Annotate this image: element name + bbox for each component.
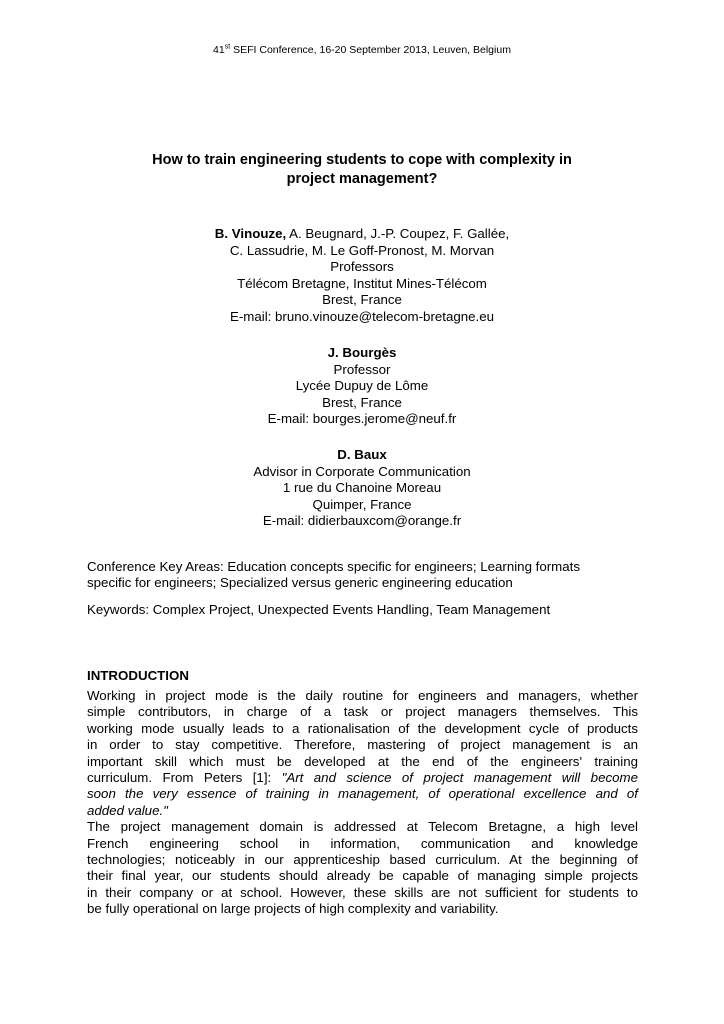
paragraph-line: simple contributors, in charge of a task or project managers themselves. This bbox=[87, 704, 638, 720]
header-text: SEFI Conference, 16-20 September 2013, Leuven, Belgium bbox=[230, 44, 511, 56]
key-areas bbox=[87, 559, 638, 592]
introduction-body bbox=[87, 688, 638, 918]
conference-header bbox=[0, 44, 724, 56]
quote-end: added value." bbox=[87, 802, 168, 818]
paragraph-line: French engineering school in information, communication and knowledge bbox=[87, 835, 638, 851]
title-line-2: project management? bbox=[286, 171, 438, 187]
author-group-2 bbox=[130, 345, 594, 428]
paragraph-line: in order to stay competitive. Therefore, mastering of project management is an bbox=[87, 737, 638, 753]
author-location: Quimper, France bbox=[312, 496, 412, 512]
quote-lead-in: curriculum. From Peters [1]: bbox=[87, 770, 282, 786]
co-authors-line-2: C. Lassudrie, M. Le Goff-Pronost, M. Morvan bbox=[229, 242, 495, 258]
section-heading: INTRODUCTION bbox=[87, 668, 189, 683]
first-author: B. Vinouze, bbox=[214, 226, 287, 241]
author-name: D. Baux bbox=[337, 447, 387, 462]
paragraph-line: in their company or at school. However, these skills are not sufficient for students to bbox=[87, 884, 638, 900]
key-areas-line-1: Conference Key Areas: Education concepts specific for engineers; Learning formats bbox=[87, 559, 580, 574]
author-email: E-mail: didierbauxcom@orange.fr bbox=[262, 513, 462, 529]
paragraph-line: their final year, our students should already be capable of managing simple projects bbox=[87, 868, 638, 884]
co-authors-line-1: A. Beugnard, J.-P. Coupez, F. Gallée, bbox=[286, 226, 510, 241]
author-role: Professors bbox=[330, 259, 394, 275]
paragraph-last-line: be fully operational on large projects of high complexity and variability. bbox=[87, 901, 499, 917]
keywords bbox=[87, 602, 638, 618]
paragraph-line: important skill which must be developed at the end of the engineers' training bbox=[87, 753, 638, 769]
author-name: J. Bourgès bbox=[327, 345, 397, 360]
author-email: E-mail: bourges.jerome@neuf.fr bbox=[267, 411, 457, 427]
paragraph-line: Working in project mode is the daily routine for engineers and managers, whether bbox=[87, 688, 638, 703]
author-role: Advisor in Corporate Communication bbox=[253, 463, 471, 479]
header-ordinal: 41 bbox=[213, 44, 225, 56]
author-role: Professor bbox=[333, 361, 391, 377]
paragraph-line-with-quote bbox=[87, 770, 638, 786]
author-group-3 bbox=[130, 447, 594, 530]
author-institution: Lycée Dupuy de Lôme bbox=[295, 378, 429, 394]
author-line-1 bbox=[130, 226, 594, 243]
author-location: Brest, France bbox=[322, 394, 402, 410]
author-email: E-mail: bruno.vinouze@telecom-bretagne.eu bbox=[229, 308, 495, 324]
author-address: 1 rue du Chanoine Moreau bbox=[282, 480, 442, 496]
paragraph-line: technologies; noticeably in our apprenticeship based curriculum. At the beginning of bbox=[87, 852, 638, 868]
author-group-1 bbox=[130, 226, 594, 326]
title-line-1: How to train engineering students to cope with complexity in bbox=[152, 152, 572, 168]
quote-start: "Art and science of project management will become bbox=[281, 770, 638, 786]
paper-title bbox=[100, 151, 624, 189]
paragraph-line: The project management domain is addressed at Telecom Bretagne, a high level bbox=[87, 819, 638, 835]
key-areas-line-2: specific for engineers; Specialized versus generic engineering education bbox=[87, 575, 513, 591]
author-institution: Télécom Bretagne, Institut Mines-Télécom bbox=[237, 275, 487, 291]
author-location: Brest, France bbox=[322, 292, 402, 308]
keywords-line: Keywords: Complex Project, Unexpected Events Handling, Team Management bbox=[87, 602, 551, 617]
header-ordinal-suffix: st bbox=[224, 43, 231, 51]
paragraph-line: working mode usually leads to a rationalisation of the development cycle of products bbox=[87, 720, 638, 736]
quote-line: soon the very essence of training in management, of operational excellence and of bbox=[87, 786, 638, 802]
